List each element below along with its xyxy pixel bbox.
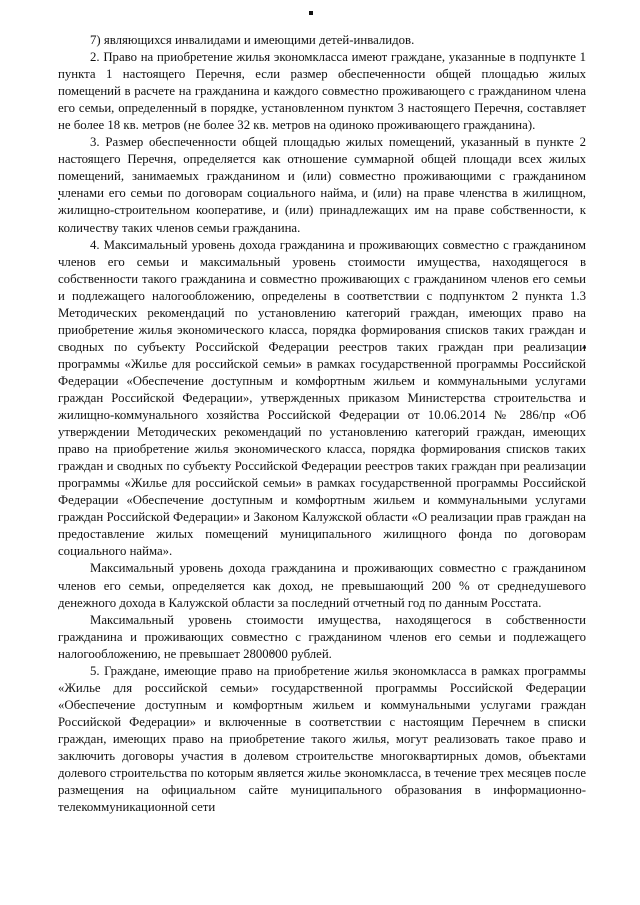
paragraph-income-limit: Максимальный уровень дохода гражданина и проживающих совместно с гражданином членов его семьи, определяется как доход, не превышающий 200 % от среднедушевого денежного дохода в Калужской области за последний отчетный год по данным Росстата. <box>58 561 586 610</box>
paragraph-item-7: 7) являющихся инвалидами и имеющими детей-инвалидов. <box>90 33 415 47</box>
document-body <box>58 32 586 816</box>
scan-mark <box>309 11 313 15</box>
paragraph-clause-3: 3. Размер обеспеченности общей площадью жилых помещений, указанный в пункте 2 настоящего Перечня, определяется как отношение суммарной общей площади всех жилых помещений, занимаемых гражданином и (или) совместно проживающими с гражданином членами его семьи по договорам социального найма, и (или) на праве членства в жилищном, жилищно-строительном кооперативе, и (или) принадлежащих им на праве собственности, к количеству таких членов семьи гражданина. <box>58 135 586 235</box>
paragraph-clause-4: 4. Максимальный уровень дохода гражданина и проживающих совместно с гражданином членов его семьи и максимальный уровень стоимости имущества, находящегося в собственности такого гражданина и совместно проживающих с гражданином членов его семьи и подлежащего налогообложению, определены в соответствии с подпунктом 2 пункта 1.3 Методических рекомендаций по установлению категорий граждан, имеющих право на приобретение жилья экономического класса, порядка формирования списков таких граждан и сводных по субъекту Российской Федерации реестров таких граждан при реализации программы «Жилье для российской семьи» в рамках государственной программы Российской Федерации «Обеспечение доступным и комфортным жильем и коммунальными услугами граждан Российской Федерации», утвержденных приказом Министерства строительства и жилищно-коммунального хозяйства Российской Федерации от 10.06.2014 № 286/пр «Об утверждении Методических рекомендаций по установлению категорий граждан, имеющих право на приобретение жилья экономического класса, порядка формирования списков таких граждан и сводных по субъекту Российской Федерации реестров таких граждан при реализации программы «Жилье для российской семьи» в рамках государственной программы Российской Федерации «Обеспечение доступным и комфортным жильем и коммунальными услугами граждан Российской Федерации» и Законом Калужской области «О реализации прав граждан на предоставление жилых помещений муниципального жилищного фонда по договорам социального найма». <box>58 237 586 559</box>
paragraph-clause-2: 2. Право на приобретение жилья экономкласса имеют граждане, указанные в подпункте 1 пункта 1 настоящего Перечня, если размер обеспеченности общей площадью жилых помещений в расчете на гражданина и каждого совместно проживающего с гражданином члена его семьи, определенный в порядке, установленном пунктом 3 настоящего Перечня, составляет не более 18 кв. метров (не более 32 кв. метров на одиноко проживающего гражданина). <box>58 50 586 133</box>
paragraph-clause-5: 5. Граждане, имеющие право на приобретение жилья экономкласса в рамках программы «Жилье для российской семьи» государственной программы Российской Федерации «Обеспечение доступным и комфортным жильем и коммунальными услугами граждан Российской Федерации» и включенные в соответствии с настоящим Перечнем в списки граждан, имеющих право на приобретение такого жилья, могут реализовать такое право и заключить договоры участия в долевом строительстве многоквартирных домов, объектами долевого строительства по которым является жилье экономкласса, в течение трех месяцев после размещения на официальном сайте муниципального образования в информационно-телекоммуникационной сети <box>58 663 586 815</box>
paragraph-property-limit: Максимальный уровень стоимости имущества, находящегося в собственности гражданина и проживающих совместно с гражданином членов его семьи и подлежащего налогообложению, не превышает 2800000 рублей. <box>58 612 586 661</box>
